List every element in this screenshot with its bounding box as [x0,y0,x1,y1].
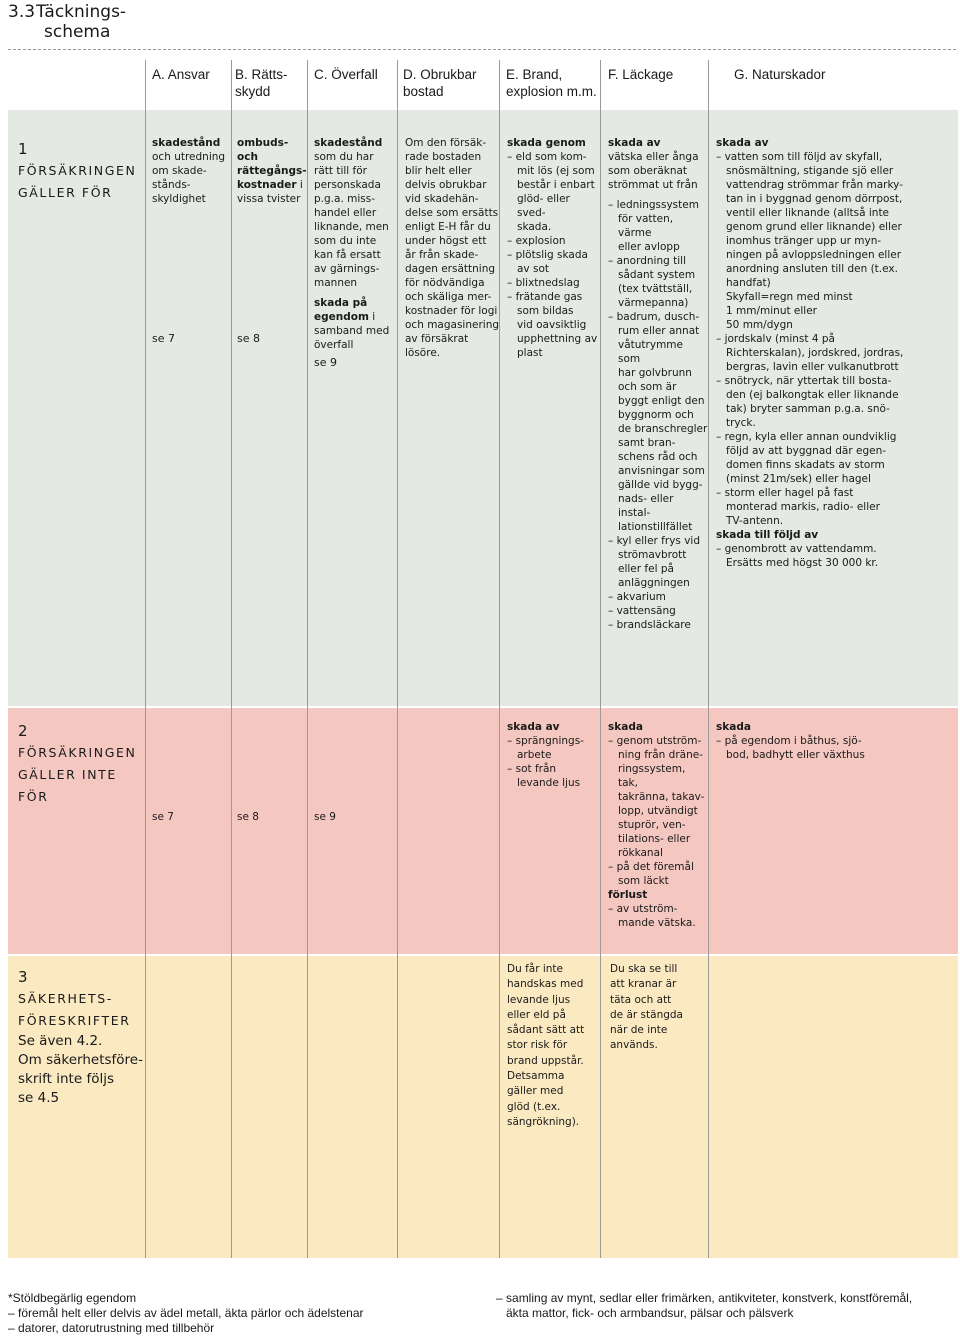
column-divider [145,60,146,1258]
footer-right [496,1291,956,1321]
row3-label: 3 SÄKERHETS- FÖRESKRIFTER Se även 4.2. Om säkerhetsföre- skrift inte följs se 4.5 [18,968,143,1106]
row2-reference-a: se 7 [152,811,174,823]
list-item: – storm eller hagel på fast monterad markis, radio- eller TV-antenn. [716,486,956,528]
section-title-line2: schema [44,22,111,42]
section-number: 3.3 [8,2,36,22]
list-item: – kyl eller frys vid strömavbrott eller fel på anläggningen [608,534,708,590]
column-header-c: C. Överfall [314,67,378,82]
footer-left [8,1291,478,1336]
column-divider [708,60,709,1258]
reference-b: se 8 [237,332,260,345]
row2-cell-f: skada – genom utström- ning från dräne- ringssystem, tak, takränna, takav- lopp, utvändigt stuprör, ven- tilations- eller rökkanal – på det föremål som läckt förlust – av utström- mande vätska. [608,720,708,930]
list-item: – på egendom i båthus, sjö- bod, badhytt eller växthus [716,734,956,762]
section-title-line1: Täcknings- [36,2,127,22]
row-safety-band [8,956,958,1258]
heading-divider [8,49,956,50]
list-item: – akvarium [608,590,708,604]
reference-a: se 7 [152,332,175,345]
column-header-d: D. Obrukbar bostad [403,67,477,99]
column-divider [231,60,232,1258]
list-item: – genombrott av vattendamm. Ersätts med högst 30 000 kr. [716,542,956,570]
list-item: – snötryck, när yttertak till bosta- den (ej balkongtak eller liknande tak) bryter samman p.g.a. snö- tryck. [716,374,956,430]
column-divider [600,60,601,1258]
list-item: – vatten som till följd av skyfall, snösmältning, stigande sjö eller vattendrag strömmar från marky- tan in i byggnad genom dörrpost, ventil eller liknande (alltså inte genom grund eller liknande) eller inomhus tränger upp ur myn- ningen på avloppsledningen eller anordning ansluten till den (t.ex. handfat) Skyfall=regn med minst 1 mm/minut eller 50 mm/dygn [716,150,956,332]
row1-cell-c: skadestånd som du har rätt till för personskada p.g.a. miss- handel eller liknande, men som du inte kan få ersatt av gärnings- mannen skada på egendom i samband med överfall se 9 [314,136,396,370]
row2-cell-g: skada – på egendom i båthus, sjö- bod, badhytt eller växthus [716,720,956,762]
list-item: – av utström- mande vätska. [608,902,708,930]
row2-label: 2 FÖRSÄKRINGEN GÄLLER INTE FÖR [18,722,137,804]
list-item: – jordskalv (minst 4 på Richterskalan), jordskred, jordras, bergras, lavin eller vulkanutbrott [716,332,956,374]
reference-c: se 9 [314,356,337,369]
column-divider [499,60,500,1258]
list-item: – ledningssystem för vatten, värme eller avlopp [608,198,708,254]
list-item: – frätande gas som bildas vid oavsiktlig upphettning av plast [507,290,599,360]
column-header-f: F. Läckage [608,67,674,82]
row1-cell-f: skada av vätska eller ånga som oberäknat strömmat ut från – ledningssystem för vatten, värme eller avlopp – anordning till sådant system (tex tvättställ, värmepanna) – badrum, dusch- rum eller annat våtutrymme som har golvbrunn och som är byggt enligt den byggnorm och de branschregler samt bran- schens råd och anvisningar som gällde vid bygg- nads- eller instal- lationstillfället – kyl eller frys vid strömavbrott eller fel på anläggningen – akvarium – vattensäng – brandsläckare [608,136,708,632]
footer-title: *Stöldbegärlig egendom [8,1291,137,1305]
list-item: – plötslig skada av sot [507,248,599,276]
row1-cell-g: skada av – vatten som till följd av skyfall, snösmältning, stigande sjö eller vattendrag strömmar från marky- tan in i byggnad genom dörrpost, ventil eller liknande (alltså inte genom grund eller liknande) eller inomhus tränger upp ur myn- ningen på avloppsledningen eller anordning ansluten till den (t.ex. handfat) Skyfall=regn med minst 1 mm/minut eller 50 mm/dygn – jordskalv (minst 4 på Richterskalan), jordskred, jordras, bergras, lavin eller vulkanutbrott – snötryck, när yttertak till bosta- den (ej balkongtak eller liknande tak) bryter samman p.g.a. snö- tryck. – regn, kyla eller annan oundviklig följd av att byggnad där egen- domen finns skadats av storm (minst 21m/sek) eller hagel – storm eller hagel på fast monterad markis, radio- eller TV-antenn. skada till följd av – genombrott av vattendamm. Ersätts med högst 30 000 kr. [716,136,956,570]
column-header-g: G. Naturskador [734,67,826,82]
column-divider [397,60,398,1258]
list-item: – på det föremål som läckt [608,860,708,888]
row2-reference-b: se 8 [237,811,259,823]
column-header-e: E. Brand, explosion m.m. [506,67,597,99]
list-item: – genom utström- ning från dräne- ringssystem, tak, takränna, takav- lopp, utvändigt stuprör, ven- tilations- eller rökkanal [608,734,708,860]
row2-cell-e: skada av – sprängnings- arbete – sot från levande ljus [507,720,599,790]
list-item: – badrum, dusch- rum eller annat våtutrymme som har golvbrunn och som är byggt enligt den byggnorm och de branschregler samt bran- schens råd och anvisningar som gällde vid bygg- nads- eller instal- lationstillfället [608,310,708,534]
row3-cell-f: Du ska se till att kranar är täta och att de är stängda när de inte används. [610,963,683,1052]
list-item: – brandsläckare [608,618,708,632]
list-item: – blixtnedslag [507,276,599,290]
row3-cell-e: Du får inte handskas med levande ljus eller eld på sådant sätt att stor risk för brand uppstår. Detsamma gäller med glöd (t.ex. sängrökning). [507,963,585,1128]
row2-reference-c: se 9 [314,811,336,823]
list-item: – regn, kyla eller annan oundviklig följd av att byggnad där egen- domen finns skadats av storm (minst 21m/sek) eller hagel [716,430,956,486]
list-item: – anordning till sådant system (tex tvättställ, värmepanna) [608,254,708,310]
list-item: – sot från levande ljus [507,762,599,790]
list-item: – föremål helt eller delvis av ädel metall, äkta pärlor och ädelstenar [8,1306,478,1321]
list-item: – sprängnings- arbete [507,734,599,762]
row1-label: 1 FÖRSÄKRINGEN GÄLLER FÖR [18,140,137,200]
list-item: – datorer, datorutrustning med tillbehör [8,1321,478,1336]
column-header-b: B. Rätts- skydd [235,67,288,99]
column-header-a: A. Ansvar [152,67,210,82]
row1-cell-d: Om den försäk- rade bostaden blir helt eller delvis obrukbar vid skadehän- delse som ersätts enligt E-H får du under högst ett år från skade- dagen ersättning för nödvändiga och skäliga mer- kostnader för logi och magasinering av försäkrat lösöre. [405,137,500,359]
list-item: – eld som kom- mit lös (ej som består i enbart glöd- eller sved- skada. [507,150,599,234]
row1-cell-a: skadestånd och utredning om skade- stånds- skyldighet se 7 [152,137,226,345]
list-item: – samling av mynt, sedlar eller frimärken, antikviteter, konstverk, konstföremål, äkta mattor, fick- och armbandsur, pälsar och pälsverk [496,1291,956,1321]
row1-cell-b: ombuds- och rättegångs- kostnader i vissa tvister se 8 [237,137,307,345]
row1-cell-e: skada genom – eld som kom- mit lös (ej som består i enbart glöd- eller sved- skada. – explosion – plötslig skada av sot – blixtnedslag – frätande gas som bildas vid oavsiktlig upphettning av plast [507,136,599,360]
list-item: – explosion [507,234,599,248]
section-heading [8,2,126,42]
column-divider [307,60,308,1258]
list-item: – vattensäng [608,604,708,618]
